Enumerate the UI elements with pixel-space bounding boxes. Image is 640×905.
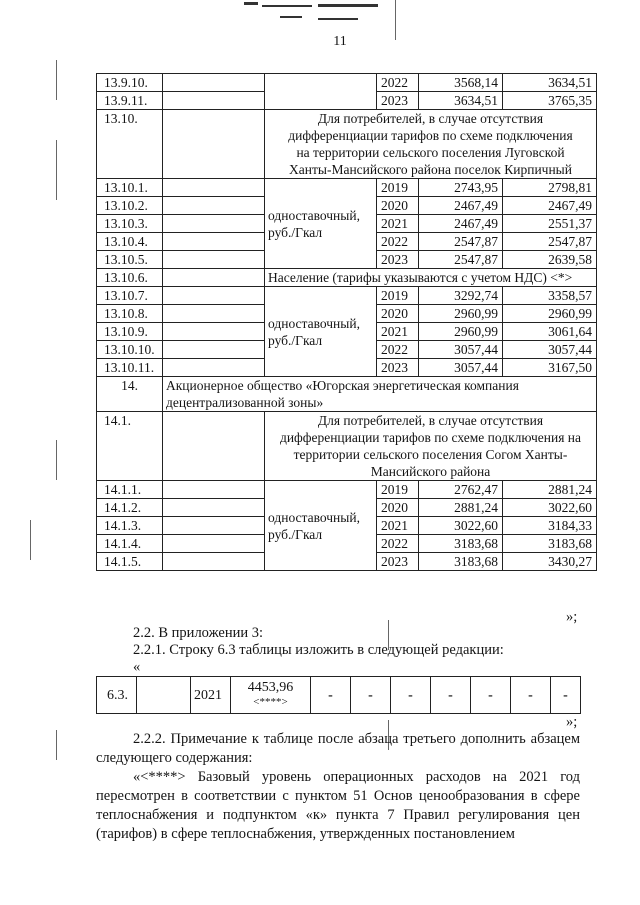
value-cell: 3568,14 — [419, 74, 503, 92]
empty-cell — [163, 553, 265, 571]
dash-cell: - — [511, 677, 551, 714]
year-cell: 2019 — [377, 481, 419, 499]
value-cell: 3183,68 — [503, 535, 597, 553]
value-cell: 2547,87 — [503, 233, 597, 251]
year-cell: 2020 — [377, 499, 419, 517]
row-number: 13.10.11. — [97, 359, 163, 377]
row-number: 13.10.8. — [97, 305, 163, 323]
scan-mark — [244, 2, 258, 5]
empty-cell — [163, 481, 265, 499]
scan-line — [395, 0, 396, 40]
value-cell: 2547,87 — [419, 233, 503, 251]
year-cell: 2023 — [377, 92, 419, 110]
year-cell: 2022 — [377, 535, 419, 553]
open-quote: « — [133, 659, 141, 675]
dash-cell: - — [311, 677, 351, 714]
value-cell: 3057,44 — [419, 341, 503, 359]
empty-cell — [163, 233, 265, 251]
empty-cell — [163, 305, 265, 323]
value-cell: 3292,74 — [419, 287, 503, 305]
row-number: 13.10.1. — [97, 179, 163, 197]
dash-cell: - — [391, 677, 431, 714]
value-cell: 2467,49 — [503, 197, 597, 215]
scan-mark — [280, 16, 302, 18]
table-row — [97, 74, 597, 92]
row-number: 13.10.7. — [97, 287, 163, 305]
empty-cell — [163, 215, 265, 233]
dash-cell: - — [471, 677, 511, 714]
year-cell: 2020 — [377, 305, 419, 323]
value-cell: 3430,27 — [503, 553, 597, 571]
empty-cell — [163, 74, 265, 92]
row-number: 14.1.1. — [97, 481, 163, 499]
scan-line — [56, 60, 57, 100]
scan-line — [56, 140, 57, 200]
table-row — [97, 481, 597, 499]
table-row — [97, 110, 597, 179]
value-cell: 2467,49 — [419, 215, 503, 233]
section-heading: Для потребителей, в случае отсутствия дифференциации тарифов по схеме подключения на территории сельского поселения Луговской Ханты-Мансийского района поселок Кирпичный — [265, 110, 597, 179]
row-number: 14.1.3. — [97, 517, 163, 535]
value-cell: 2960,99 — [419, 305, 503, 323]
value-cell: 2743,95 — [419, 179, 503, 197]
year-cell: 2022 — [377, 341, 419, 359]
empty-cell — [163, 323, 265, 341]
value-cell: 3184,33 — [503, 517, 597, 535]
unit-cell: одноставочный, руб./Гкал — [265, 481, 377, 571]
tariff-table — [96, 73, 597, 571]
value-cell: 3022,60 — [503, 499, 597, 517]
empty-cell — [163, 179, 265, 197]
paragraph-2-2-2: 2.2.2. Примечание к таблице после абзаца третьего дополнить абзацем следующего содержания: — [96, 731, 580, 766]
value-cell — [231, 677, 311, 714]
scan-line — [30, 520, 31, 560]
row-number: 6.3. — [97, 677, 137, 714]
paragraph-note: «<****> Базовый уровень операционных расходов на 2021 год пересмотрен в соответствии с пунктом 51 Основ ценообразования в сфере теплоснабжения и подпунктом «к» пункта 7 Правил регулирования цен (тарифов) в сфере теплоснабжения, утвержденных постановлением — [96, 769, 580, 842]
row-number: 13.10.2. — [97, 197, 163, 215]
year-cell: 2021 — [377, 323, 419, 341]
empty-cell — [163, 412, 265, 481]
value-cell: 2547,87 — [419, 251, 503, 269]
row-number: 14.1.5. — [97, 553, 163, 571]
year-cell: 2021 — [191, 677, 231, 714]
value-cell: 2960,99 — [503, 305, 597, 323]
dash-cell: - — [551, 677, 581, 714]
value-cell: 2881,24 — [503, 481, 597, 499]
table-row — [97, 269, 597, 287]
value-cell: 2762,47 — [419, 481, 503, 499]
row-number: 14.1.2. — [97, 499, 163, 517]
empty-cell — [163, 110, 265, 179]
value-cell: 2960,99 — [419, 323, 503, 341]
value-cell: 2798,81 — [503, 179, 597, 197]
year-cell: 2022 — [377, 233, 419, 251]
close-quote: »; — [566, 609, 578, 625]
value-cell: 3183,68 — [419, 553, 503, 571]
scan-line — [56, 730, 57, 760]
table-row — [97, 287, 597, 305]
section-heading: Для потребителей, в случае отсутствия дифференциации тарифов по схеме подключения на территории сельского поселения Согом Ханты-Мансийского района — [265, 412, 597, 481]
dash-cell: - — [351, 677, 391, 714]
table-row — [97, 179, 597, 197]
year-cell: 2022 — [377, 74, 419, 92]
empty-cell — [163, 517, 265, 535]
row-number: 14.1. — [97, 412, 163, 481]
scan-mark — [262, 5, 312, 7]
value-cell: 3765,35 — [503, 92, 597, 110]
value-cell: 3022,60 — [419, 517, 503, 535]
year-cell: 2020 — [377, 197, 419, 215]
note-mark: <****> — [253, 696, 288, 708]
year-cell: 2019 — [377, 179, 419, 197]
year-cell: 2019 — [377, 287, 419, 305]
empty-cell — [163, 359, 265, 377]
empty-cell — [163, 287, 265, 305]
row-number: 13.9.11. — [97, 92, 163, 110]
value-cell: 3634,51 — [503, 74, 597, 92]
row-number: 13.10.4. — [97, 233, 163, 251]
row-number: 13.9.10. — [97, 74, 163, 92]
year-cell: 2021 — [377, 517, 419, 535]
empty-cell — [163, 341, 265, 359]
value-cell: 2639,58 — [503, 251, 597, 269]
scan-mark — [318, 18, 358, 20]
scan-line — [56, 440, 57, 480]
empty-cell — [163, 251, 265, 269]
unit-cell-continued — [265, 74, 377, 110]
paragraph-2-2-1: 2.2.1. Строку 6.3 таблицы изложить в следующей редакции: — [133, 642, 504, 658]
year-cell: 2023 — [377, 553, 419, 571]
year-cell: 2023 — [377, 251, 419, 269]
value-cell: 3057,44 — [419, 359, 503, 377]
value-cell: 2881,24 — [419, 499, 503, 517]
empty-cell — [163, 92, 265, 110]
value-cell: 3183,68 — [419, 535, 503, 553]
value-cell: 3358,57 — [503, 287, 597, 305]
row-number: 14. — [97, 377, 163, 412]
page-number: 11 — [333, 34, 347, 49]
value-cell: 3057,44 — [503, 341, 597, 359]
unit-cell: одноставочный, руб./Гкал — [265, 179, 377, 269]
value-cell: 3634,51 — [419, 92, 503, 110]
table-row — [97, 412, 597, 481]
value: 4453,96 — [247, 680, 294, 695]
empty-cell — [163, 269, 265, 287]
close-quote: »; — [566, 714, 578, 730]
value-cell: 3167,50 — [503, 359, 597, 377]
empty-cell — [163, 197, 265, 215]
row-number: 13.10.5. — [97, 251, 163, 269]
value-cell: 3061,64 — [503, 323, 597, 341]
value-cell: 2467,49 — [419, 197, 503, 215]
section-heading: Население (тарифы указываются с учетом НДС) <*> — [265, 269, 597, 287]
paragraph-2-2: 2.2. В приложении 3: — [133, 625, 264, 641]
unit-cell: одноставочный, руб./Гкал — [265, 287, 377, 377]
row-number: 14.1.4. — [97, 535, 163, 553]
year-cell: 2021 — [377, 215, 419, 233]
row-number: 13.10.9. — [97, 323, 163, 341]
row-number: 13.10.3. — [97, 215, 163, 233]
scan-mark — [318, 4, 378, 7]
empty-cell — [137, 677, 191, 714]
row-6-3-table — [96, 676, 581, 714]
year-cell: 2023 — [377, 359, 419, 377]
row-number: 13.10. — [97, 110, 163, 179]
empty-cell — [163, 499, 265, 517]
organization-heading: Акционерное общество «Югорская энергетическая компания децентрализованной зоны» — [163, 377, 597, 412]
row-number: 13.10.10. — [97, 341, 163, 359]
dash-cell: - — [431, 677, 471, 714]
row-number: 13.10.6. — [97, 269, 163, 287]
empty-cell — [163, 535, 265, 553]
table-row — [97, 377, 597, 412]
value-cell: 2551,37 — [503, 215, 597, 233]
